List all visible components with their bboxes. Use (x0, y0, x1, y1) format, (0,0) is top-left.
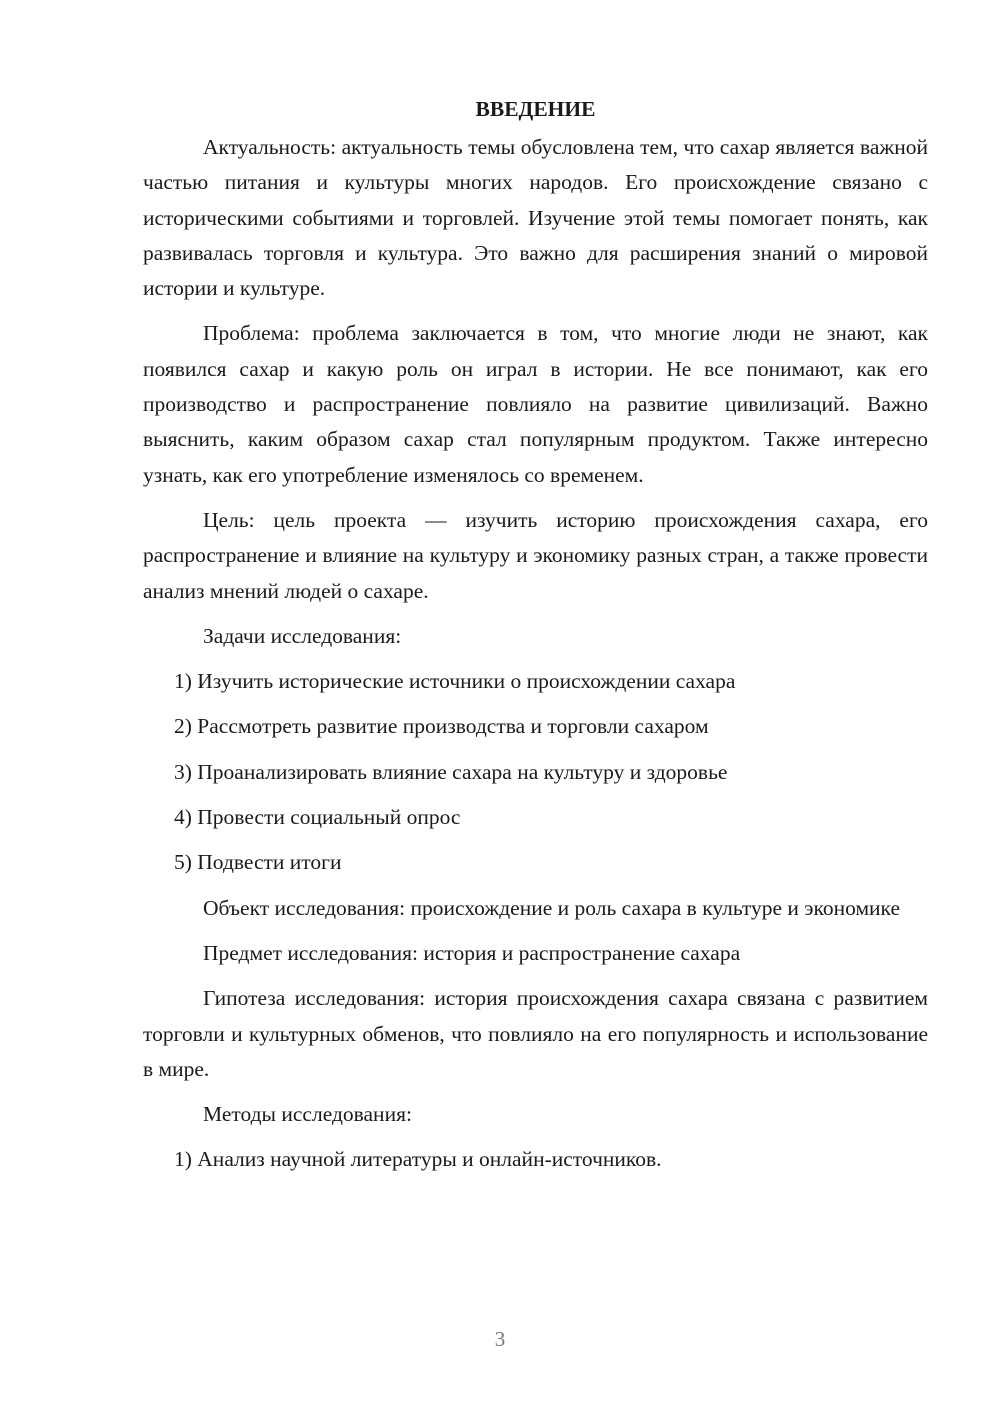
task-item: 1) Изучить исторические источники о происхождении сахара (174, 669, 736, 694)
document-page (143, 92, 928, 1188)
goal-paragraph: Цель: цель проекта — изучить историю происхождения сахара, его распространение и влияние на культуру и экономику разных стран, а также провести анализ мнений людей о сахаре. (143, 507, 928, 603)
tasks-heading: Задачи исследования: (203, 623, 402, 648)
task-item: 3) Проанализировать влияние сахара на культуру и здоровье (174, 759, 728, 784)
page-title: ВВЕДЕНИЕ (475, 97, 596, 121)
methods-heading: Методы исследования: (203, 1102, 412, 1127)
relevance-paragraph: Актуальность: актуальность темы обусловлена тем, что сахар является важной частью питания и культуры многих народов. Его происхождение связано с историческими событиями и торговлей. Изучение этой темы помогает понять, как развивалась торговля и культура. Это важно для расширения знаний о мировой истории и культуре. (143, 135, 928, 301)
hypothesis-paragraph: Гипотеза исследования: история происхождения сахара связана с развитием торговли и культурных обменов, что повлияло на его популярность и использование в мире. (143, 986, 928, 1081)
method-item: 1) Анализ научной литературы и онлайн-источников. (174, 1147, 662, 1172)
task-item: 4) Провести социальный опрос (174, 805, 461, 830)
problem-paragraph: Проблема: проблема заключается в том, что многие люди не знают, как появился сахар и какую роль он играл в истории. Не все понимают, как его производство и распространение повлияло на развитие цивилизаций. Важно выяснить, каким образом сахар стал популярным продуктом. Также интересно узнать, как его употребление изменялось со временем. (143, 321, 928, 487)
object-paragraph: Объект исследования: происхождение и роль сахара в культуре и экономике (203, 895, 901, 920)
tasks-list (143, 664, 928, 880)
task-item: 2) Рассмотреть развитие производства и торговли сахаром (174, 714, 709, 739)
page-number: 3 (494, 1327, 506, 1351)
task-item: 5) Подвести итоги (174, 850, 342, 875)
methods-list (143, 1142, 928, 1177)
subject-paragraph: Предмет исследования: история и распространение сахара (203, 940, 741, 965)
